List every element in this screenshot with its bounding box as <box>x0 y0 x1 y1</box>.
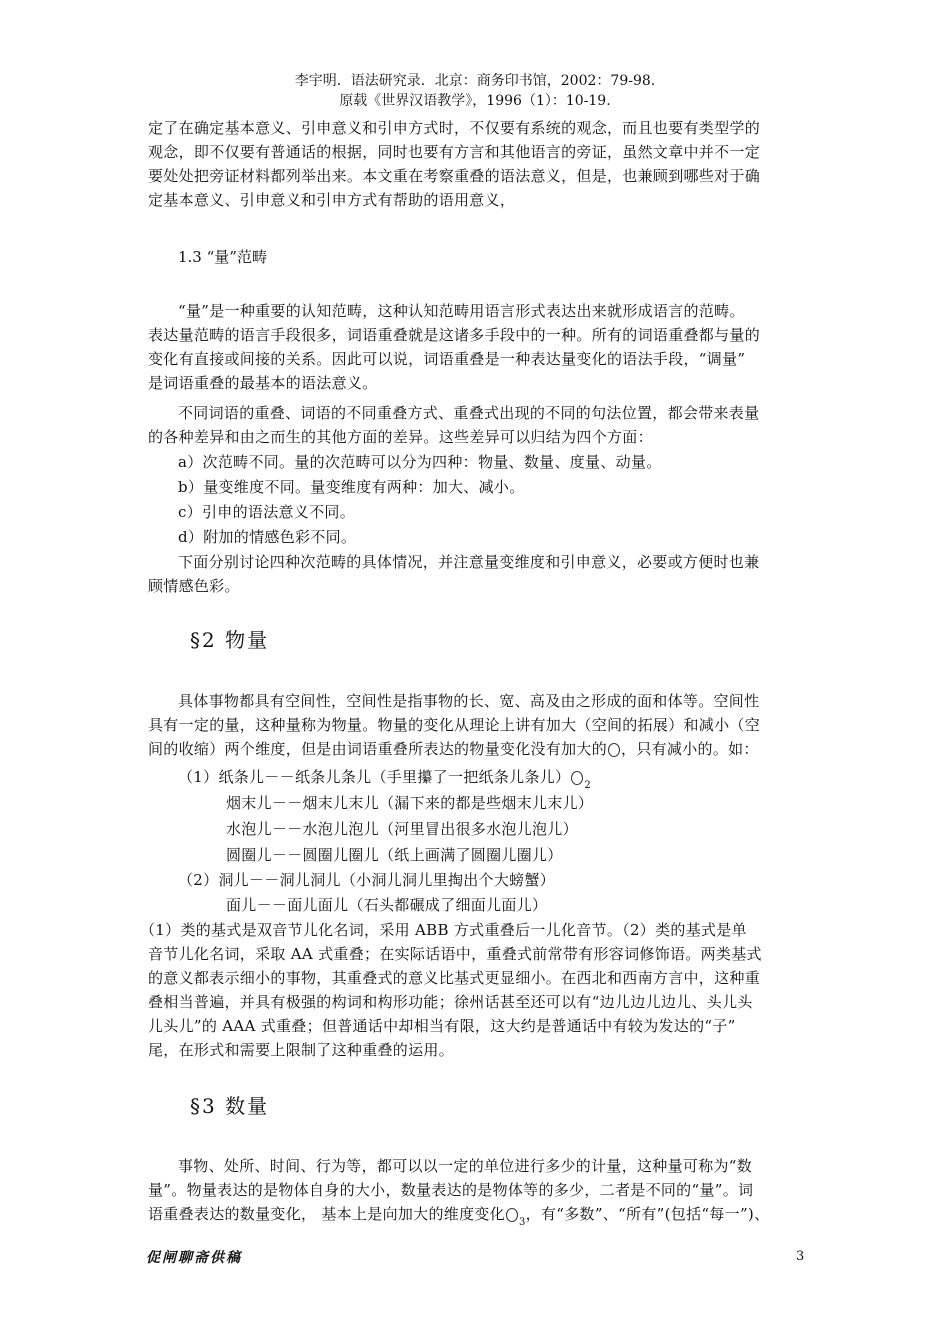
text-segment: ，有“多数”、“所有”(包括“每一”)、 <box>525 1205 770 1223</box>
list-item: b）量变维度不同。量变维度有两种：加大、减小。 <box>178 478 525 496</box>
example-text: （1）纸条儿－－纸条儿条儿（手里攥了一把纸条儿条儿） <box>178 768 571 786</box>
text-segment: 间的收缩）两个维度，但是由词语重叠所表达的物量变化没有加大的 <box>148 740 608 758</box>
text-line: （1）类的基式是双音节儿化名词，采用 ABB 方式重叠后一儿化音节。（2）类的基式是单 <box>140 921 747 939</box>
text-line <box>148 738 759 762</box>
text-line: 的意义都表示细小的事物，其重叠式的意义比基式更显细小。在西北和西南方言中，这种重 <box>148 969 761 987</box>
footnote-mark: 3 <box>518 1217 526 1228</box>
text-line: 顾情感色彩。 <box>148 577 240 595</box>
text-line: 表达量范畴的语言手段很多，词语重叠就是这诸多手段中的一种。所有的词语重叠都与量的 <box>148 326 761 344</box>
section-title-3: §3 数量 <box>190 1094 270 1118</box>
text-line: 尾，在形式和需要上限制了这种重叠的运用。 <box>148 1041 455 1059</box>
example-line: 水泡儿－－水泡儿泡儿（河里冒出很多水泡儿泡儿） <box>226 820 578 838</box>
text-line: 具有一定的量，这种量称为物量。物量的变化从理论上讲有加大（空间的拓展）和减小（空 <box>148 716 761 734</box>
footnote-circle-icon <box>571 771 583 785</box>
text-line: 不同词语的重叠、词语的不同重叠方式、重叠式出现的不同的句法位置，都会带来表量 <box>178 404 760 422</box>
section-title-2: §2 物量 <box>190 628 270 652</box>
example-line: 圆圈儿－－圆圈儿圈儿（纸上画满了圆圈儿圈儿） <box>226 846 563 864</box>
page-number: 3 <box>796 1249 805 1264</box>
section-title-1-3: 1.3 “量”范畴 <box>178 248 267 266</box>
text-line <box>148 1203 769 1229</box>
text-line: 变化有直接或间接的关系。因此可以说，词语重叠是一种表达量变化的语法手段，“调量” <box>148 350 746 368</box>
text-segment: 语重叠表达的数量变化， 基本上是向加大的维度变化 <box>148 1205 505 1223</box>
text-line: 定基本意义、引申意义和引申方式有帮助的语用意义， <box>148 191 516 209</box>
text-line: 音节儿化名词，采取 AA 式重叠；在实际话语中，重叠式前常带有形容词修饰语。两类基式 <box>148 945 762 963</box>
text-line: 要处处把旁证材料都列举出来。本文重在考察重叠的语法意义，但是，也兼顾到哪些对于确 <box>148 167 761 185</box>
list-item: d）附加的情感色彩不同。 <box>178 528 357 546</box>
text-line: 叠相当普遍，并具有极强的构词和构形功能；徐州话甚至还可以有“边儿边儿边儿、头儿头 <box>148 993 753 1011</box>
text-line: 的各种差异和由之而生的其他方面的差异。这些差异可以归结为四个方面： <box>148 428 653 446</box>
example-line: 烟末儿－－烟末儿末儿（漏下来的都是些烟末儿末儿） <box>226 794 594 812</box>
citation-line-2: 原载《世界汉语教学》，1996（1）：10-19. <box>339 93 611 109</box>
example-line: （2）洞儿－－洞儿洞儿（小洞儿洞儿里掏出个大螃蟹） <box>178 871 556 889</box>
text-line: 量”。物量表达的是物体自身的大小，数量表达的是物体等的多少，二者是不同的“量”。词 <box>148 1181 754 1199</box>
footnote-circle-icon <box>506 1208 518 1222</box>
footnote-circle-icon <box>608 743 620 757</box>
text-line: 下面分别讨论四种次范畴的具体情况，并注意量变维度和引申意义，必要或方便时也兼 <box>178 553 760 571</box>
text-line: 观念，即不仅要有普通话的根据，同时也要有方言和其他语言的旁证，虽然文章中并不一定 <box>148 143 761 161</box>
citation-line-1: 李宇明．语法研究录．北京：商务印书馆，2002：79-98. <box>294 73 656 89</box>
text-line: 定了在确定基本意义、引申意义和引申方式时，不仅要有系统的观念，而且也要有类型学的 <box>148 119 761 137</box>
footnote-mark: 2 <box>584 780 592 791</box>
text-line: “量”是一种重要的认知范畴，这种认知范畴用语言形式表达出来就形成语言的范畴。 <box>178 302 745 320</box>
list-item: a）次范畴不同。量的次范畴可以分为四种：物量、数量、度量、动量。 <box>178 453 662 471</box>
list-item: c）引申的语法意义不同。 <box>178 503 356 521</box>
text-line: 具体事物都具有空间性，空间性是指事物的长、宽、高及由之形成的面和体等。空间性 <box>178 692 760 710</box>
footer-source: 促闸聊斋供稿 <box>146 1250 242 1266</box>
text-line: 儿头儿”的 AAA 式重叠；但普通话中却相当有限，这大约是普通话中有较为发达的“子” <box>148 1017 736 1035</box>
text-segment: ，只有减小的。如： <box>621 740 759 758</box>
text-line: 事物、处所、时间、行为等，都可以以一定的单位进行多少的计量，这种量可称为“数 <box>178 1157 753 1175</box>
text-line: 是词语重叠的最基本的语法意义。 <box>148 374 378 392</box>
example-line <box>178 766 591 792</box>
example-line: 面儿－－面儿面儿（石头都碾成了细面儿面儿） <box>226 896 548 914</box>
